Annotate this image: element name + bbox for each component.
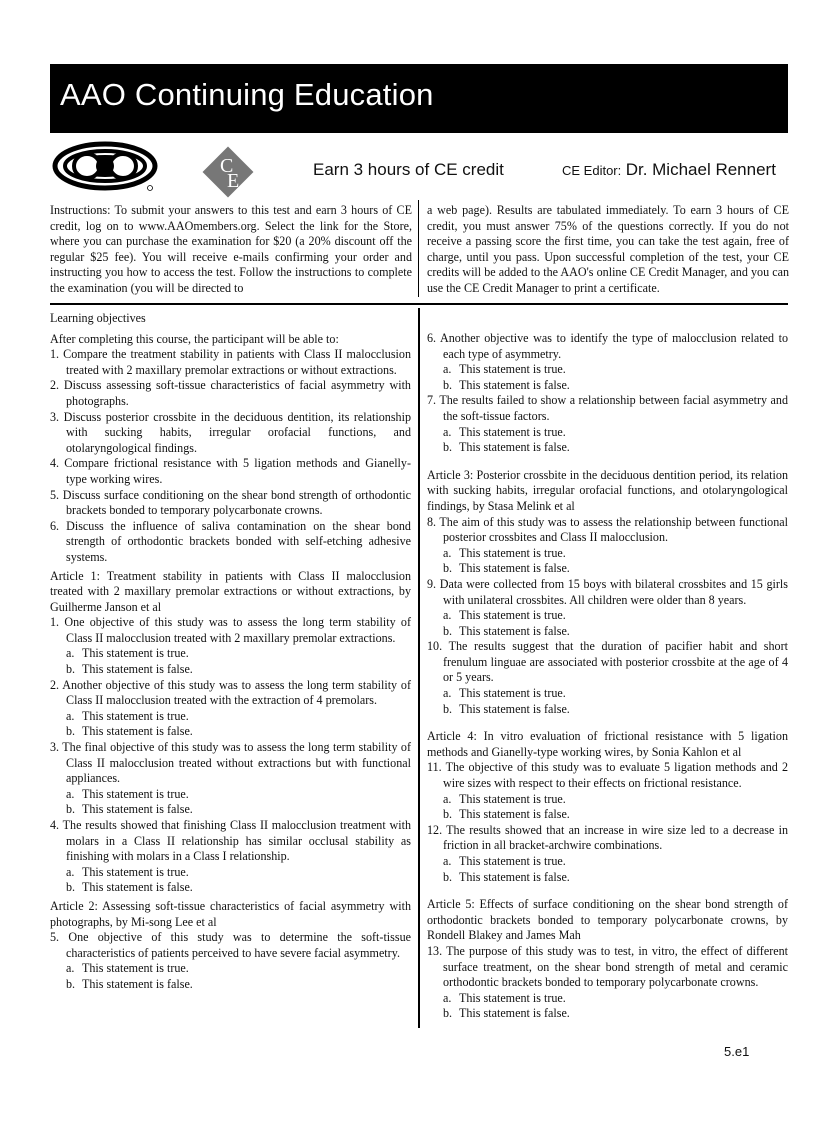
option-text: This statement is false. bbox=[82, 880, 193, 895]
question bbox=[50, 678, 411, 709]
option-text: This statement is false. bbox=[459, 561, 570, 576]
option-text: This statement is true. bbox=[459, 545, 566, 560]
option-letter: b. bbox=[443, 623, 453, 638]
question bbox=[427, 823, 788, 854]
article-heading: Article 5: Effects of surface conditioning on the shear bond strength of orthodontic brackets bonded to temporary polycarbonate crowns, by Rondell Blakey and James Mah bbox=[427, 897, 788, 943]
question bbox=[427, 639, 788, 686]
question bbox=[50, 930, 411, 961]
question-number: 10. bbox=[427, 639, 443, 654]
article-heading: Article 4: In vitro evaluation of frictional resistance with 5 ligation methods and Gianelly-type working wires, by Sonia Kahlon et al bbox=[427, 729, 788, 759]
section-divider bbox=[50, 303, 788, 305]
question-number: 3. bbox=[50, 740, 60, 755]
answer-option-b bbox=[427, 1006, 788, 1022]
question-number: 7. bbox=[427, 393, 437, 408]
articles-right bbox=[427, 468, 788, 1022]
objectives-intro: After completing this course, the participant will be able to: bbox=[50, 331, 339, 346]
option-letter: b. bbox=[66, 976, 76, 991]
answer-option-a bbox=[427, 792, 788, 808]
instructions-right: a web page). Results are tabulated immediately. To earn 3 hours of CE credit, you must answer 75% of the questions correctly. If you do not receive a passing score the first time, you can take the test again, free of charge, until you pass. Upon successful completion of the test, your CE credits will be added to the AAO's online CE Credit Manager, and you can use the CE Credit Manager to print a certificate. bbox=[427, 203, 789, 295]
option-letter: a. bbox=[443, 608, 452, 623]
question-text: The aim of this study was to assess the relationship between functional posterior crossbites and Class II malocclusion. bbox=[439, 514, 788, 545]
option-letter: b. bbox=[66, 724, 76, 739]
article-heading: Article 3: Posterior crossbite in the deciduous dentition period, its relation with sucking habits, irregular orofacial functions, and otolaryngological findings, by Stasa Melink et al bbox=[427, 467, 788, 513]
question-text: One objective of this study was to determine the soft-tissue characteristics of patients perceived to have severe facial asymmetry. bbox=[66, 930, 411, 960]
option-text: This statement is false. bbox=[459, 807, 570, 822]
answer-option-b bbox=[50, 880, 411, 896]
objective-item-text: Discuss assessing soft-tissue characteristics of facial asymmetry with photographs. bbox=[63, 378, 411, 408]
objective-item bbox=[50, 410, 411, 457]
option-letter: a. bbox=[443, 854, 452, 868]
answer-option-a bbox=[427, 608, 788, 624]
option-letter: b. bbox=[66, 662, 76, 677]
question-number: 6. bbox=[427, 331, 437, 345]
ce-credit-tagline: Earn 3 hours of CE credit bbox=[313, 160, 504, 179]
option-letter: a. bbox=[66, 646, 75, 661]
question-number: 12. bbox=[427, 822, 443, 837]
option-letter: a. bbox=[443, 424, 452, 439]
column-divider-top bbox=[418, 200, 419, 297]
question-number: 5. bbox=[50, 930, 60, 945]
question-text: Data were collected from 15 boys with bilateral crossbites and 15 girls with unilateral crossbites. All children were older than 8 years. bbox=[439, 576, 788, 607]
option-letter: b. bbox=[443, 377, 453, 392]
answer-option-a bbox=[50, 646, 411, 662]
option-letter: a. bbox=[443, 686, 452, 701]
objective-item bbox=[50, 347, 411, 378]
option-text: This statement is true. bbox=[459, 854, 566, 868]
option-text: This statement is false. bbox=[459, 869, 570, 884]
option-letter: a. bbox=[443, 545, 452, 560]
option-letter: b. bbox=[443, 561, 453, 576]
option-text: This statement is true. bbox=[82, 786, 189, 801]
option-letter: b. bbox=[443, 1006, 453, 1021]
left-column bbox=[50, 311, 411, 993]
answer-option-b bbox=[427, 440, 788, 456]
option-text: This statement is true. bbox=[82, 708, 189, 723]
answer-option-a bbox=[50, 787, 411, 803]
objective-item-number: 5. bbox=[50, 487, 60, 502]
option-text: This statement is false. bbox=[82, 976, 193, 991]
answer-option-a bbox=[50, 865, 411, 881]
question-number: 4. bbox=[50, 818, 60, 832]
objective-item-text: Discuss surface conditioning on the shear bond strength of orthodontic brackets bonded to temporary polycarbonate crowns. bbox=[62, 487, 411, 518]
objective-item-number: 1. bbox=[50, 347, 60, 362]
objective-item bbox=[50, 488, 411, 519]
instructions-left: Instructions: To submit your answers to this test and earn 3 hours of CE credit, log on to www.AAOmembers.org. Select the link for the Store, where you can purchase the examination for $20 (a 20% discount off the regular $25 fee). You will receive e-mails confirming your order and instructing you how to access the test. Follow the instructions to complete the examination (you will be directed to bbox=[50, 203, 412, 295]
objective-item-number: 6. bbox=[50, 518, 60, 533]
answer-option-b bbox=[427, 624, 788, 640]
editor-label: CE Editor: bbox=[562, 163, 622, 178]
option-letter: b. bbox=[66, 880, 76, 895]
question-number: 2. bbox=[50, 677, 60, 692]
answer-option-a bbox=[427, 991, 788, 1007]
question-text: The results showed that finishing Class II malocclusion treatment with molars in a Class II relationship has similar occlusal stability as finishing with molars in a Class I relationship. bbox=[62, 818, 411, 864]
answer-option-b bbox=[50, 977, 411, 993]
question bbox=[427, 515, 788, 546]
objective-item-number: 2. bbox=[50, 378, 60, 393]
svg-text:C: C bbox=[220, 155, 234, 177]
option-letter: a. bbox=[443, 362, 452, 377]
answer-option-b bbox=[427, 870, 788, 886]
question bbox=[50, 615, 411, 646]
answer-option-a bbox=[427, 686, 788, 702]
answer-option-b bbox=[427, 561, 788, 577]
articles-left bbox=[50, 569, 411, 993]
answer-option-b bbox=[50, 662, 411, 678]
option-letter: b. bbox=[443, 440, 453, 455]
option-text: This statement is false. bbox=[459, 1006, 570, 1021]
option-letter: a. bbox=[66, 708, 75, 723]
answer-option-b bbox=[427, 807, 788, 823]
page-title: AAO Continuing Education bbox=[60, 77, 434, 112]
option-text: This statement is false. bbox=[459, 623, 570, 638]
objective-item-text: Discuss the influence of saliva contamination on the shear bond strength of orthodontic brackets bonded with self-etching adhesive systems. bbox=[66, 518, 411, 564]
objective-item bbox=[50, 378, 411, 409]
svg-text:E: E bbox=[227, 170, 240, 192]
question bbox=[427, 393, 788, 424]
option-text: This statement is true. bbox=[459, 362, 566, 377]
question bbox=[50, 818, 411, 865]
option-letter: b. bbox=[443, 701, 453, 716]
option-text: This statement is true. bbox=[82, 646, 189, 661]
question-text: The results showed that an increase in wire size led to a decrease in friction in all bracket-archwire combinations. bbox=[443, 822, 788, 853]
continued-questions bbox=[427, 331, 788, 456]
option-text: This statement is true. bbox=[459, 424, 566, 439]
option-text: This statement is false. bbox=[82, 802, 193, 817]
column-divider bbox=[418, 308, 420, 1028]
option-text: This statement is true. bbox=[459, 686, 566, 701]
question-number: 1. bbox=[50, 615, 60, 630]
article-heading: Article 2: Assessing soft-tissue characteristics of facial asymmetry with photographs, by Mi-song Lee et al bbox=[50, 898, 411, 929]
objectives-list bbox=[50, 347, 411, 565]
question-text: The purpose of this study was to test, in vitro, the effect of different surface treatment, on the shear bond strength of metal and ceramic orthodontic brackets bonded to temporary polycarbonate crowns. bbox=[443, 943, 788, 990]
objective-item bbox=[50, 519, 411, 566]
objective-item-text: Discuss posterior crossbite in the deciduous dentition, its relationship with sucking habits, irregular orofacial functions, and otolaryngological findings. bbox=[63, 409, 411, 455]
option-text: This statement is false. bbox=[459, 440, 570, 455]
objective-item-number: 4. bbox=[50, 456, 60, 471]
option-text: This statement is false. bbox=[459, 377, 570, 392]
page-number: 5.e1 bbox=[724, 1044, 750, 1059]
option-text: This statement is false. bbox=[82, 662, 193, 677]
objective-item-text: Compare the treatment stability in patients with Class II malocclusion treated with 2 maxillary premolar extractions or without extractions. bbox=[63, 347, 411, 377]
header-banner bbox=[50, 64, 788, 133]
question-text: The results failed to show a relationship between facial asymmetry and the soft-tissue factors. bbox=[439, 393, 788, 423]
option-letter: a. bbox=[66, 864, 75, 879]
question bbox=[50, 740, 411, 787]
question bbox=[427, 577, 788, 608]
question bbox=[427, 331, 788, 362]
option-text: This statement is true. bbox=[459, 608, 566, 623]
option-letter: b. bbox=[443, 807, 453, 822]
answer-option-b bbox=[427, 378, 788, 394]
right-column bbox=[427, 331, 788, 1022]
option-text: This statement is false. bbox=[82, 724, 193, 739]
objective-item bbox=[50, 456, 411, 487]
objectives-title: Learning objectives bbox=[50, 311, 146, 325]
option-text: This statement is false. bbox=[459, 701, 570, 716]
question bbox=[427, 944, 788, 991]
option-text: This statement is true. bbox=[82, 864, 189, 879]
question-number: 11. bbox=[427, 760, 442, 775]
editor-name: Dr. Michael Rennert bbox=[625, 160, 776, 179]
question-number: 13. bbox=[427, 943, 443, 958]
answer-option-b bbox=[50, 724, 411, 740]
answer-option-a bbox=[427, 362, 788, 378]
question-text: The results suggest that the duration of pacifier habit and short frenulum linguae are associated with posterior crossbite at the age of 4 or 5 years. bbox=[443, 639, 788, 685]
question-text: Another objective of this study was to assess the long term stability of Class II malocclusion treated with the extraction of 4 premolars. bbox=[62, 677, 411, 708]
answer-option-b bbox=[50, 802, 411, 818]
answer-option-a bbox=[50, 961, 411, 977]
option-letter: b. bbox=[443, 869, 453, 884]
option-letter: a. bbox=[66, 786, 75, 801]
option-letter: b. bbox=[66, 802, 76, 817]
option-letter: a. bbox=[443, 990, 452, 1005]
question bbox=[427, 760, 788, 791]
question-text: One objective of this study was to assess the long term stability of Class II malocclusion treated with 2 maxillary premolar extractions. bbox=[64, 615, 411, 645]
question-text: Another objective was to identify the type of malocclusion related to each type of asymmetry. bbox=[440, 331, 789, 361]
answer-option-a bbox=[427, 425, 788, 441]
answer-option-a bbox=[50, 709, 411, 725]
question-number: 8. bbox=[427, 514, 437, 529]
ce-editor bbox=[562, 160, 776, 180]
answer-option-a bbox=[427, 854, 788, 870]
aao-logo-icon bbox=[52, 140, 158, 192]
article-heading: Article 1: Treatment stability in patients with Class II malocclusion treated with 2 maxillary premolar extractions or without extractions, by Guilherme Janson et al bbox=[50, 568, 411, 614]
option-letter: a. bbox=[66, 961, 75, 976]
answer-option-a bbox=[427, 546, 788, 562]
objective-item-number: 3. bbox=[50, 409, 60, 424]
option-text: This statement is true. bbox=[82, 961, 189, 976]
option-text: This statement is true. bbox=[459, 990, 566, 1005]
option-letter: a. bbox=[443, 791, 452, 806]
question-text: The final objective of this study was to assess the long term stability of Class II malocclusion treated without extractions but with functional appliances. bbox=[62, 740, 411, 786]
question-text: The objective of this study was to evaluate 5 ligation methods and 2 wire sizes with respect to their effects on frictional resistance. bbox=[443, 760, 788, 791]
option-text: This statement is true. bbox=[459, 791, 566, 806]
objective-item-text: Compare frictional resistance with 5 ligation methods and Gianelly-type working wires. bbox=[64, 456, 411, 486]
question-number: 9. bbox=[427, 576, 437, 591]
ce-logo-icon bbox=[196, 140, 260, 204]
answer-option-b bbox=[427, 702, 788, 718]
